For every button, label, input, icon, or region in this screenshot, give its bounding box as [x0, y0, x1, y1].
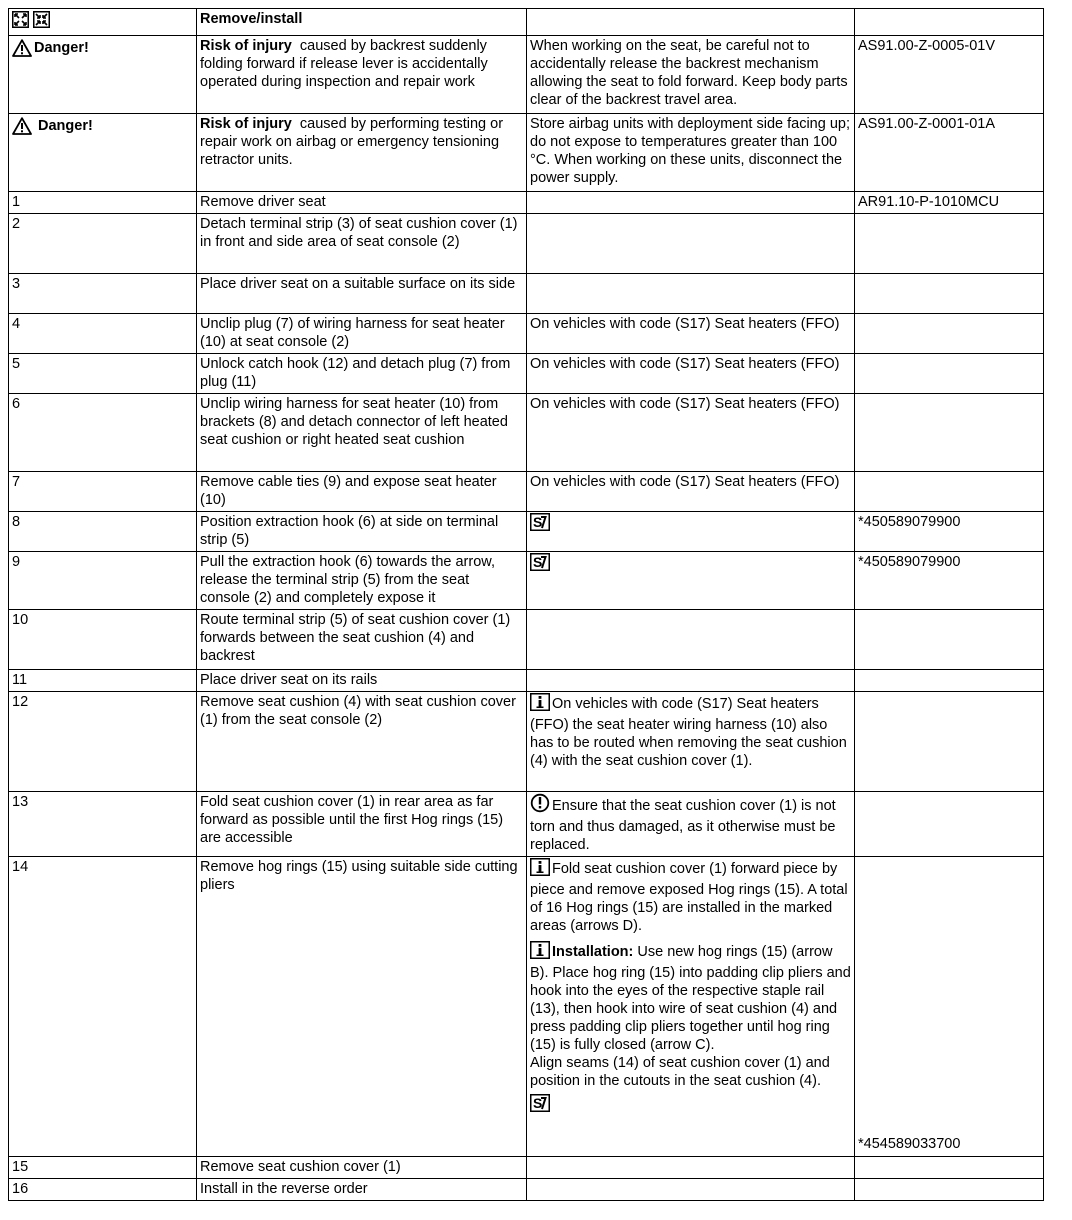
installation-label: Installation: — [552, 944, 634, 960]
step-number: 9 — [9, 552, 197, 610]
info-icon — [530, 858, 550, 881]
step-text: Unclip wiring harness for seat heater (10) from brackets (8) and detach connector of left heated seat cushion or right heated seat cushion — [197, 394, 527, 472]
risk-text: caused by backrest suddenly folding forward if release lever is accidentally operated during inspection and repair work — [200, 38, 488, 90]
step-text: Place driver seat on its rails — [197, 670, 527, 692]
step-text: Remove cable ties (9) and expose seat heater (10) — [197, 472, 527, 512]
step-text: Install in the reverse order — [197, 1179, 527, 1201]
step-number: 8 — [9, 512, 197, 552]
step-note: On vehicles with code (S17) Seat heaters (FFO) — [527, 354, 855, 394]
svg-text:S: S — [533, 514, 543, 530]
step-note: On vehicles with code (S17) Seat heaters (FFO) — [527, 394, 855, 472]
step-text: Route terminal strip (5) of seat cushion cover (1) forwards between the seat cushion (4) and backrest — [197, 610, 527, 670]
step-row — [9, 610, 1044, 670]
danger-measure: Store airbag units with deployment side facing up; do not expose to temperatures greater than 100 °C. When working on these units, disconnect the power supply. — [527, 114, 855, 192]
risk-title: Risk of injury — [200, 116, 292, 132]
seam-note: Align seams (14) of seat cushion cover (1) and position in the cutouts in the seat cushion (4). — [530, 1055, 830, 1089]
danger-label: Danger! — [34, 40, 89, 56]
special-tool-icon[interactable] — [530, 513, 550, 536]
step-row — [9, 1179, 1044, 1201]
header-row — [9, 9, 1044, 36]
step-row — [9, 214, 1044, 274]
step-number: 14 — [9, 857, 197, 1157]
installation-note: Use new hog rings (15) (arrow B). Place hog ring (15) into padding clip pliers and hook into the eyes of the respective staple rail (13), then hook into wire of seat cushion (4) and press padding clip pliers together until hog ring (15) is fully closed (arrow C). — [530, 944, 851, 1053]
step-number: 2 — [9, 214, 197, 274]
step-row — [9, 792, 1044, 857]
danger-ref-link[interactable]: AS91.00-Z-0001-01A — [855, 114, 1044, 192]
step-text: Fold seat cushion cover (1) in rear area as far forward as possible until the first Hog rings (15) are accessible — [197, 792, 527, 857]
risk-text: caused by performing testing or repair work on airbag or emergency tensioning retractor units. — [200, 116, 504, 168]
svg-text:S: S — [533, 554, 543, 570]
step-note: Ensure that the seat cushion cover (1) is not torn and thus damaged, as it otherwise must be replaced. — [530, 798, 836, 853]
step-row — [9, 692, 1044, 792]
step-number: 11 — [9, 670, 197, 692]
danger-row — [9, 114, 1044, 192]
warning-triangle-icon — [12, 39, 32, 62]
step-row — [9, 670, 1044, 692]
step-row — [9, 274, 1044, 314]
procedure-table — [8, 8, 1044, 1201]
step-note: Fold seat cushion cover (1) forward piece by piece and remove exposed Hog rings (15). A total of 16 Hog rings (15) are installed in the marked areas (arrows D). — [530, 861, 848, 934]
step-text: Remove hog rings (15) using suitable side cutting pliers — [197, 857, 527, 1157]
expand-icon[interactable] — [12, 11, 29, 33]
step-number: 1 — [9, 192, 197, 214]
step-row — [9, 552, 1044, 610]
info-icon — [530, 941, 550, 964]
step-row — [9, 472, 1044, 512]
step-ref-link[interactable]: *454589033700 — [858, 1136, 961, 1152]
step-row — [9, 192, 1044, 214]
caution-circle-icon — [530, 793, 550, 818]
step-note: On vehicles with code (S17) Seat heaters (FFO) — [527, 472, 855, 512]
step-number: 5 — [9, 354, 197, 394]
step-text: Position extraction hook (6) at side on terminal strip (5) — [197, 512, 527, 552]
svg-text:S: S — [533, 1095, 543, 1111]
step-text: Unclip plug (7) of wiring harness for seat heater (10) at seat console (2) — [197, 314, 527, 354]
danger-label: Danger! — [38, 118, 93, 134]
header-title: Remove/install — [197, 9, 527, 36]
danger-ref-link[interactable]: AS91.00-Z-0005-01V — [855, 36, 1044, 114]
danger-measure: When working on the seat, be careful not to accidentally release the backrest mechanism allowing the seat to fold forward. Keep body parts clear of the backrest travel area. — [527, 36, 855, 114]
collapse-icon[interactable] — [33, 11, 50, 33]
step-row — [9, 314, 1044, 354]
step-number: 10 — [9, 610, 197, 670]
step-text: Remove driver seat — [197, 192, 527, 214]
warning-triangle-icon — [12, 117, 32, 140]
step-number: 12 — [9, 692, 197, 792]
step-row — [9, 354, 1044, 394]
step-number: 6 — [9, 394, 197, 472]
step-note: On vehicles with code (S17) Seat heaters (FFO) — [527, 314, 855, 354]
step-row — [9, 394, 1044, 472]
step-row — [9, 857, 1044, 1157]
step-number: 3 — [9, 274, 197, 314]
step-number: 15 — [9, 1157, 197, 1179]
special-tool-icon[interactable] — [530, 1094, 550, 1117]
step-row — [9, 512, 1044, 552]
step-ref-link[interactable]: *450589079900 — [855, 512, 1044, 552]
special-tool-icon[interactable] — [530, 553, 550, 576]
step-number: 16 — [9, 1179, 197, 1201]
step-text: Place driver seat on a suitable surface on its side — [197, 274, 527, 314]
step-text: Remove seat cushion cover (1) — [197, 1157, 527, 1179]
step-note: On vehicles with code (S17) Seat heaters (FFO) the seat heater wiring harness (10) also has to be routed when removing the seat cushion (4) with the seat cushion cover (1). — [530, 696, 847, 769]
step-text: Detach terminal strip (3) of seat cushion cover (1) in front and side area of seat console (2) — [197, 214, 527, 274]
step-ref-link[interactable]: AR91.10-P-1010MCU — [855, 192, 1044, 214]
step-row — [9, 1157, 1044, 1179]
risk-title: Risk of injury — [200, 38, 292, 54]
step-ref-link[interactable]: *450589079900 — [855, 552, 1044, 610]
danger-row — [9, 36, 1044, 114]
step-text: Remove seat cushion (4) with seat cushion cover (1) from the seat console (2) — [197, 692, 527, 792]
step-text: Pull the extraction hook (6) towards the arrow, release the terminal strip (5) from the seat console (2) and completely expose it — [197, 552, 527, 610]
step-number: 7 — [9, 472, 197, 512]
step-number: 13 — [9, 792, 197, 857]
step-number: 4 — [9, 314, 197, 354]
step-text: Unlock catch hook (12) and detach plug (7) from plug (11) — [197, 354, 527, 394]
info-icon — [530, 693, 550, 716]
